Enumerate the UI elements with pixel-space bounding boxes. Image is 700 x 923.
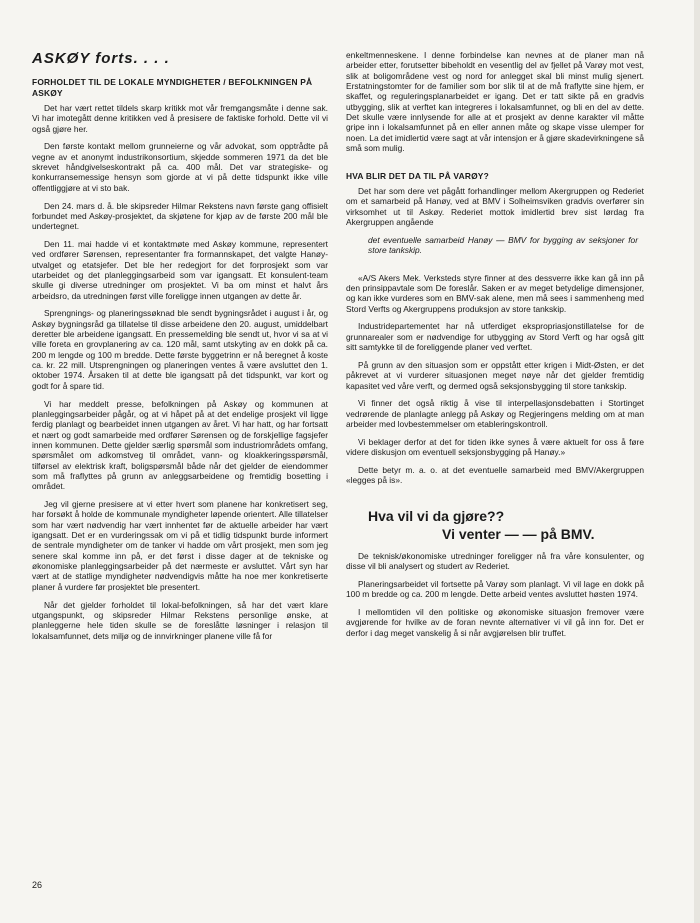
paragraph: De teknisk/økonomiske utredninger foreligger nå fra våre konsulenter, og disse vil bli analysert og studert av Rederiet. [346,550,644,572]
paragraph: Vi har meddelt presse, befolkningen på Askøy og kommunen at planleggingsarbeider pågår, og at vi håpet på at det endelige prosjekt vil ligge ferdig planlagt og bearbeidet innen utgangen av året. Vi har hatt, og har fortsatt et nært og godt samarbeide med ordfører Sørensen og de forskjellige fagsjefer innen kommunen. Dette gjelder særlig spørsmål som industriområdets omfang, spørsmålet om adkomstveg til området, vann- og kloakkeringsspørsmål, tilførsel av elektrisk kraft, boligspørsmål både når det gjelder de eiendommer som må fraflyttes på grunn av anleggsarbeidene og fremtidig bosetting i området. [32,398,328,492]
paragraph: Planeringsarbeidet vil fortsette på Varøy som planlagt. Vi vil lage en dokk på 100 m bredde og ca. 200 m lengde. Dette arbeid ventes avsluttet høsten 1974. [346,578,644,600]
right-column [346,50,644,645]
quoted-letter-paragraph: «A/S Akers Mek. Verksteds styre finner at des dessverre ikke kan gå inn på den prinsippavtale som De foreslår. Saken er av meget betydelige dimensjoner, og kan ikke vurderes som en BMV-sak alene, men må sees i sammenheng med Stord Verfts og Akergruppens produksjon av store tankskip. [346,272,644,314]
paragraph: Det har vært rettet tildels skarp kritikk mot vår fremgangsmåte i denne sak. Vi har imotegått denne kritikken ved å presisere de faktiske forhold. Dette vil vi også gjøre her. [32,103,328,134]
quoted-letter-paragraph: Vi beklager derfor at det for tiden ikke synes å være aktuelt for oss å føre videre diskusjon om eventuell seksjonsbygging på Hanøy.» [346,436,644,458]
big-heading-2: Vi venter — — på BMV. [442,525,595,542]
quoted-letter-paragraph: Vi finner det også riktig å vise til interpellasjonsdebatten i Stortinget vedrørende de planlagte anlegg på Askøy og Regjeringens melding om at man arbeider med lovbestemmelser om etableringskontroll. [346,398,644,429]
section-heading-authorities: FORHOLDET TIL DE LOKALE MYNDIGHETER / BEFOLKNINGEN PÅ ASKØY [32,77,313,98]
paragraph: I mellomtiden vil den politiske og økonomiske situasjon fremover være avgjørende for hvilke av de foran nevnte alternativer vi vil gå inn for. Det er derfor i dag meget vanskelig å si når avgjørelsen blir truffet. [346,607,644,638]
paragraph: Dette betyr m. a. o. at det eventuelle samarbeid med BMV/Akergruppen «legges på is». [346,464,644,486]
paragraph: Jeg vil gjerne presisere at vi etter hvert som planene har konkretisert seg, har forsøkt å holde de kommunale myndigheter løpende orientert. Alle tillatelser som har vært nødvendig har vært innhentet før de aktuelle arbeider har vært igangsatt. Det er en vurderingssak om vi på et tidlig tidspunkt burde informert de sentrale myndigheter om de tanker vi hadde om vårt prosjekt, men som jeg senere skal komme inn på, er det først i disse dager at de tekniske og økonomiske planleggingsarbeider på det nærmeste er avsluttet. Vårt syn har vært at de statlige myndigheter nødvendigvis måtte ha noe mer konkretiserte planer å vurdere før prosjektet ble presentert. [32,499,328,592]
quoted-letter-paragraph: På grunn av den situasjon som er oppstått etter krigen i Midt-Østen, er det påkrevet at vi vurderer situasjonen meget nøye når det gjelder fremtidig kapasitet ved våre verft, og dermed også seksjonsbygging til store tankskip. [346,359,644,391]
paragraph: Den første kontakt mellom grunneierne og vår advokat, som opptrådte på vegne av et anonymt industrikonsortium, skjedde sommeren 1971 da det ble skrevet håndgivelseskontrakt på ca. 400 mål. Det var strategiske- og konkurransemessige hensyn som gjorde at vi på dette tidspunkt ikke ville offentliggjøre at vi sto bak. [32,141,328,193]
paragraph: Det har som dere vet pågått forhandlinger mellom Akergruppen og Rederiet om et samarbeid på Hanøy, ved at BMV i Solheimsviken gradvis overfører sin virksomhet ut til Askøy. Rederiet mottok imidlertid brev sist lørdag fra Akergruppen angående [346,185,644,227]
page-number: 26 [32,880,43,890]
paragraph: Den 11. mai hadde vi et kontaktmøte med Askøy kommune, representert ved ordfører Sørensen, representanter fra formannskapet, det valgte Hanøy-utvalget og etatsjefer. Det ble her redegjort for det forprosjekt som var utarbeidet og det planleggingsarbeid som var igangsatt. Et konsulent-team skulle gi diverse utredninger om prosjektet. Vi ba om minst et halvt års arbeidsro, da utredningen først ville foreligge innen utgangen av dette år. [32,238,328,301]
left-column [32,50,328,648]
paragraph: Sprengnings- og planeringssøknad ble sendt bygningsrådet i august i år, og Askøy bygningsråd ga tillatelse til disse arbeidene den 20. august, umiddelbart deretter ble arbeidene igangsatt. En pressemelding ble sendt ut, hvor vi sa at vi ville foreta en grovplanering av ca. 120 mål, samt utskyting av en dokk på ca. 200 m lengde og 100 m bredde. Dette første byggetrinn er nå beregnet å koste ca. kr. 22 mill. Utsprengningen og planeringen ventes å være avsluttet den 1. oktober 1974. Årsaken til at dette ble igangsatt på det tidspunkt, var kort og godt for å spare tid. [32,308,328,391]
paragraph: Når det gjelder forholdet til lokal-befolkningen, så har det vært klare utgangspunkt, og skipsreder Hilmar Rekstens personlige ønske, at planleggerne hele tiden skulle se de foreslåtte løsninger i relasjon til lokalsamfunnet, dets miljø og de innvirkninger planene ville få for [32,599,328,641]
article-title: ASKØY forts. . . . [32,50,170,67]
paragraph: enkeltmenneskene. I denne forbindelse kan nevnes at de planer man nå arbeider etter, forutsetter bibeholdt en vesentlig del av fjellet på Varøy mot vest, slik at boligområdene vest og nord for anlegget skal bli minst mulig sjenert. Erstatningstomter for de familier som bor slik til at de må fraflytte sine hjem, er skaffet, og reguleringsplanarbeidet er igang. Det er tatt sikte på en gradvis utbygging, slik at verftet kan integreres i lokalsamfunnet, og bli en del av dette. Det skulle være innlysende for alle at et prosjekt av denne karakter vil måtte gripe inn i lokalsamfunnet på en eller annen måte og skape visse ulemper for noen. La det imidlertid være sagt at vår intensjon er å gjøre skadevirkningene så små som mulig. [346,50,644,154]
quoted-subject: det eventuelle samarbeid Hanøy — BMV for bygging av seksjoner for store tankskip. [368,234,638,255]
section-heading-varoy: HVA BLIR DET DA TIL PÅ VARØY? [346,170,489,181]
page-edge [694,0,700,923]
big-heading-1: Hva vil vi da gjøre?? [368,507,505,524]
paragraph: Den 24. mars d. å. ble skipsreder Hilmar Rekstens navn første gang offisielt forbundet med Askøy-prosjektet, da skjøtene for kjøp av de første 200 mål ble undertegnet. [32,200,328,232]
quoted-letter-paragraph: Industridepartementet har nå utferdiget ekspropriasjonstillatelse for de grunnarealer som er nødvendige for utbygging av Stord Verft og har også gitt sitt samtykke til de foreliggende planer ved verftet. [346,321,644,353]
